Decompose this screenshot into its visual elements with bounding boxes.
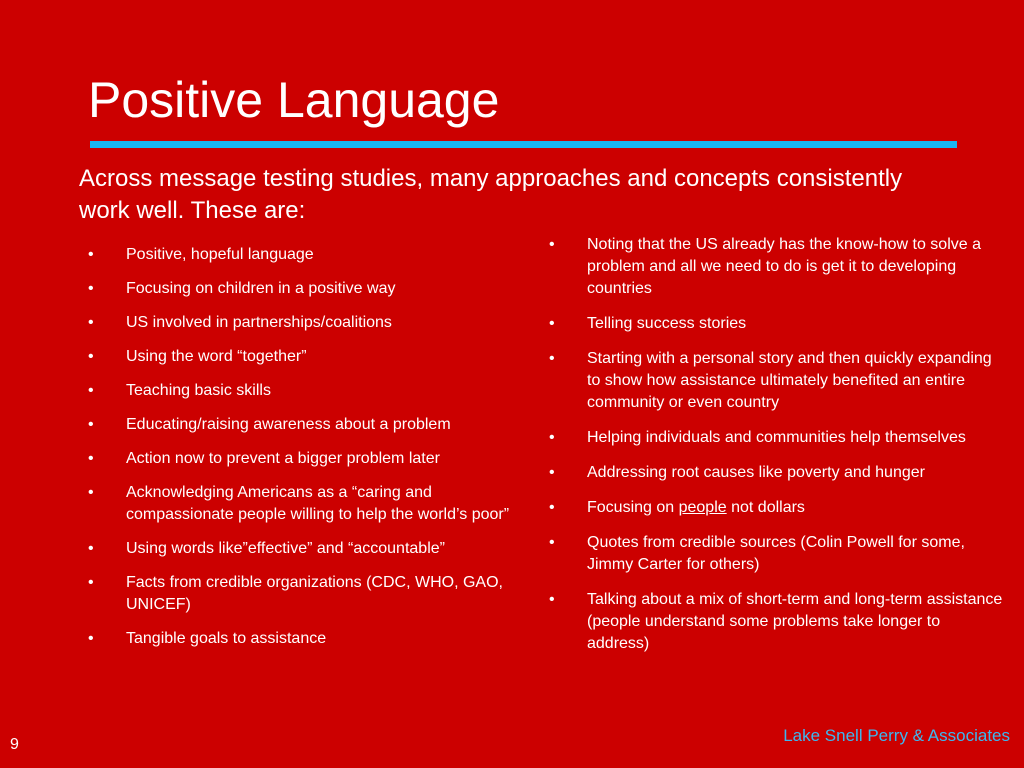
bullet-item: • Quotes from credible sources (Colin Powell for some, Jimmy Carter for others): [549, 532, 1004, 576]
bullet-item-focusing-on-people: [549, 497, 1004, 519]
bullet-item: • Helping individuals and communities help themselves: [549, 427, 1004, 449]
bullet-text-suffix: not dollars: [726, 499, 805, 516]
bullet-item: • Focusing on children in a positive way: [88, 278, 518, 300]
right-bullet-list: [549, 234, 1004, 668]
slide-number: 9: [10, 736, 19, 753]
bullet-item: • Starting with a personal story and then quickly expanding to show how assistance ultimately benefited an entire community or even country: [549, 348, 1004, 414]
bullet-item: • Using the word “together”: [88, 346, 518, 368]
bullet-item: • Positive, hopeful language: [88, 244, 518, 266]
left-bullet-list: [88, 244, 518, 662]
bullet-item: • Noting that the US already has the know-how to solve a problem and all we need to do is get it to developing countries: [549, 234, 1004, 300]
bullet-item: • US involved in partnerships/coalitions: [88, 312, 518, 334]
emphasized-word-people: people: [678, 499, 727, 516]
bullet-item: • Educating/raising awareness about a problem: [88, 414, 518, 436]
bullet-item: • Tangible goals to assistance: [88, 628, 518, 650]
bullet-item: • Using words like”effective” and “accountable”: [88, 538, 518, 560]
bullet-item: • Talking about a mix of short-term and long-term assistance (people understand some problems take longer to address): [549, 589, 1004, 655]
bullet-item: • Action now to prevent a bigger problem later: [88, 448, 518, 470]
slide-title: Positive Language: [88, 72, 500, 128]
title-underline-rule: [90, 141, 957, 148]
bullet-item: • Addressing root causes like poverty and hunger: [549, 462, 1004, 484]
bullet-item: • Telling success stories: [549, 313, 1004, 335]
bullet-item: • Teaching basic skills: [88, 380, 518, 402]
bullet-item: • Facts from credible organizations (CDC, WHO, GAO, UNICEF): [88, 572, 518, 616]
bullet-item: • Acknowledging Americans as a “caring and compassionate people willing to help the world’s poor”: [88, 482, 518, 526]
intro-text: Across message testing studies, many approaches and concepts consistently work well. These are:: [79, 165, 903, 224]
bullet-text-prefix: Focusing on: [587, 499, 679, 516]
company-name: Lake Snell Perry & Associates: [783, 726, 1010, 745]
